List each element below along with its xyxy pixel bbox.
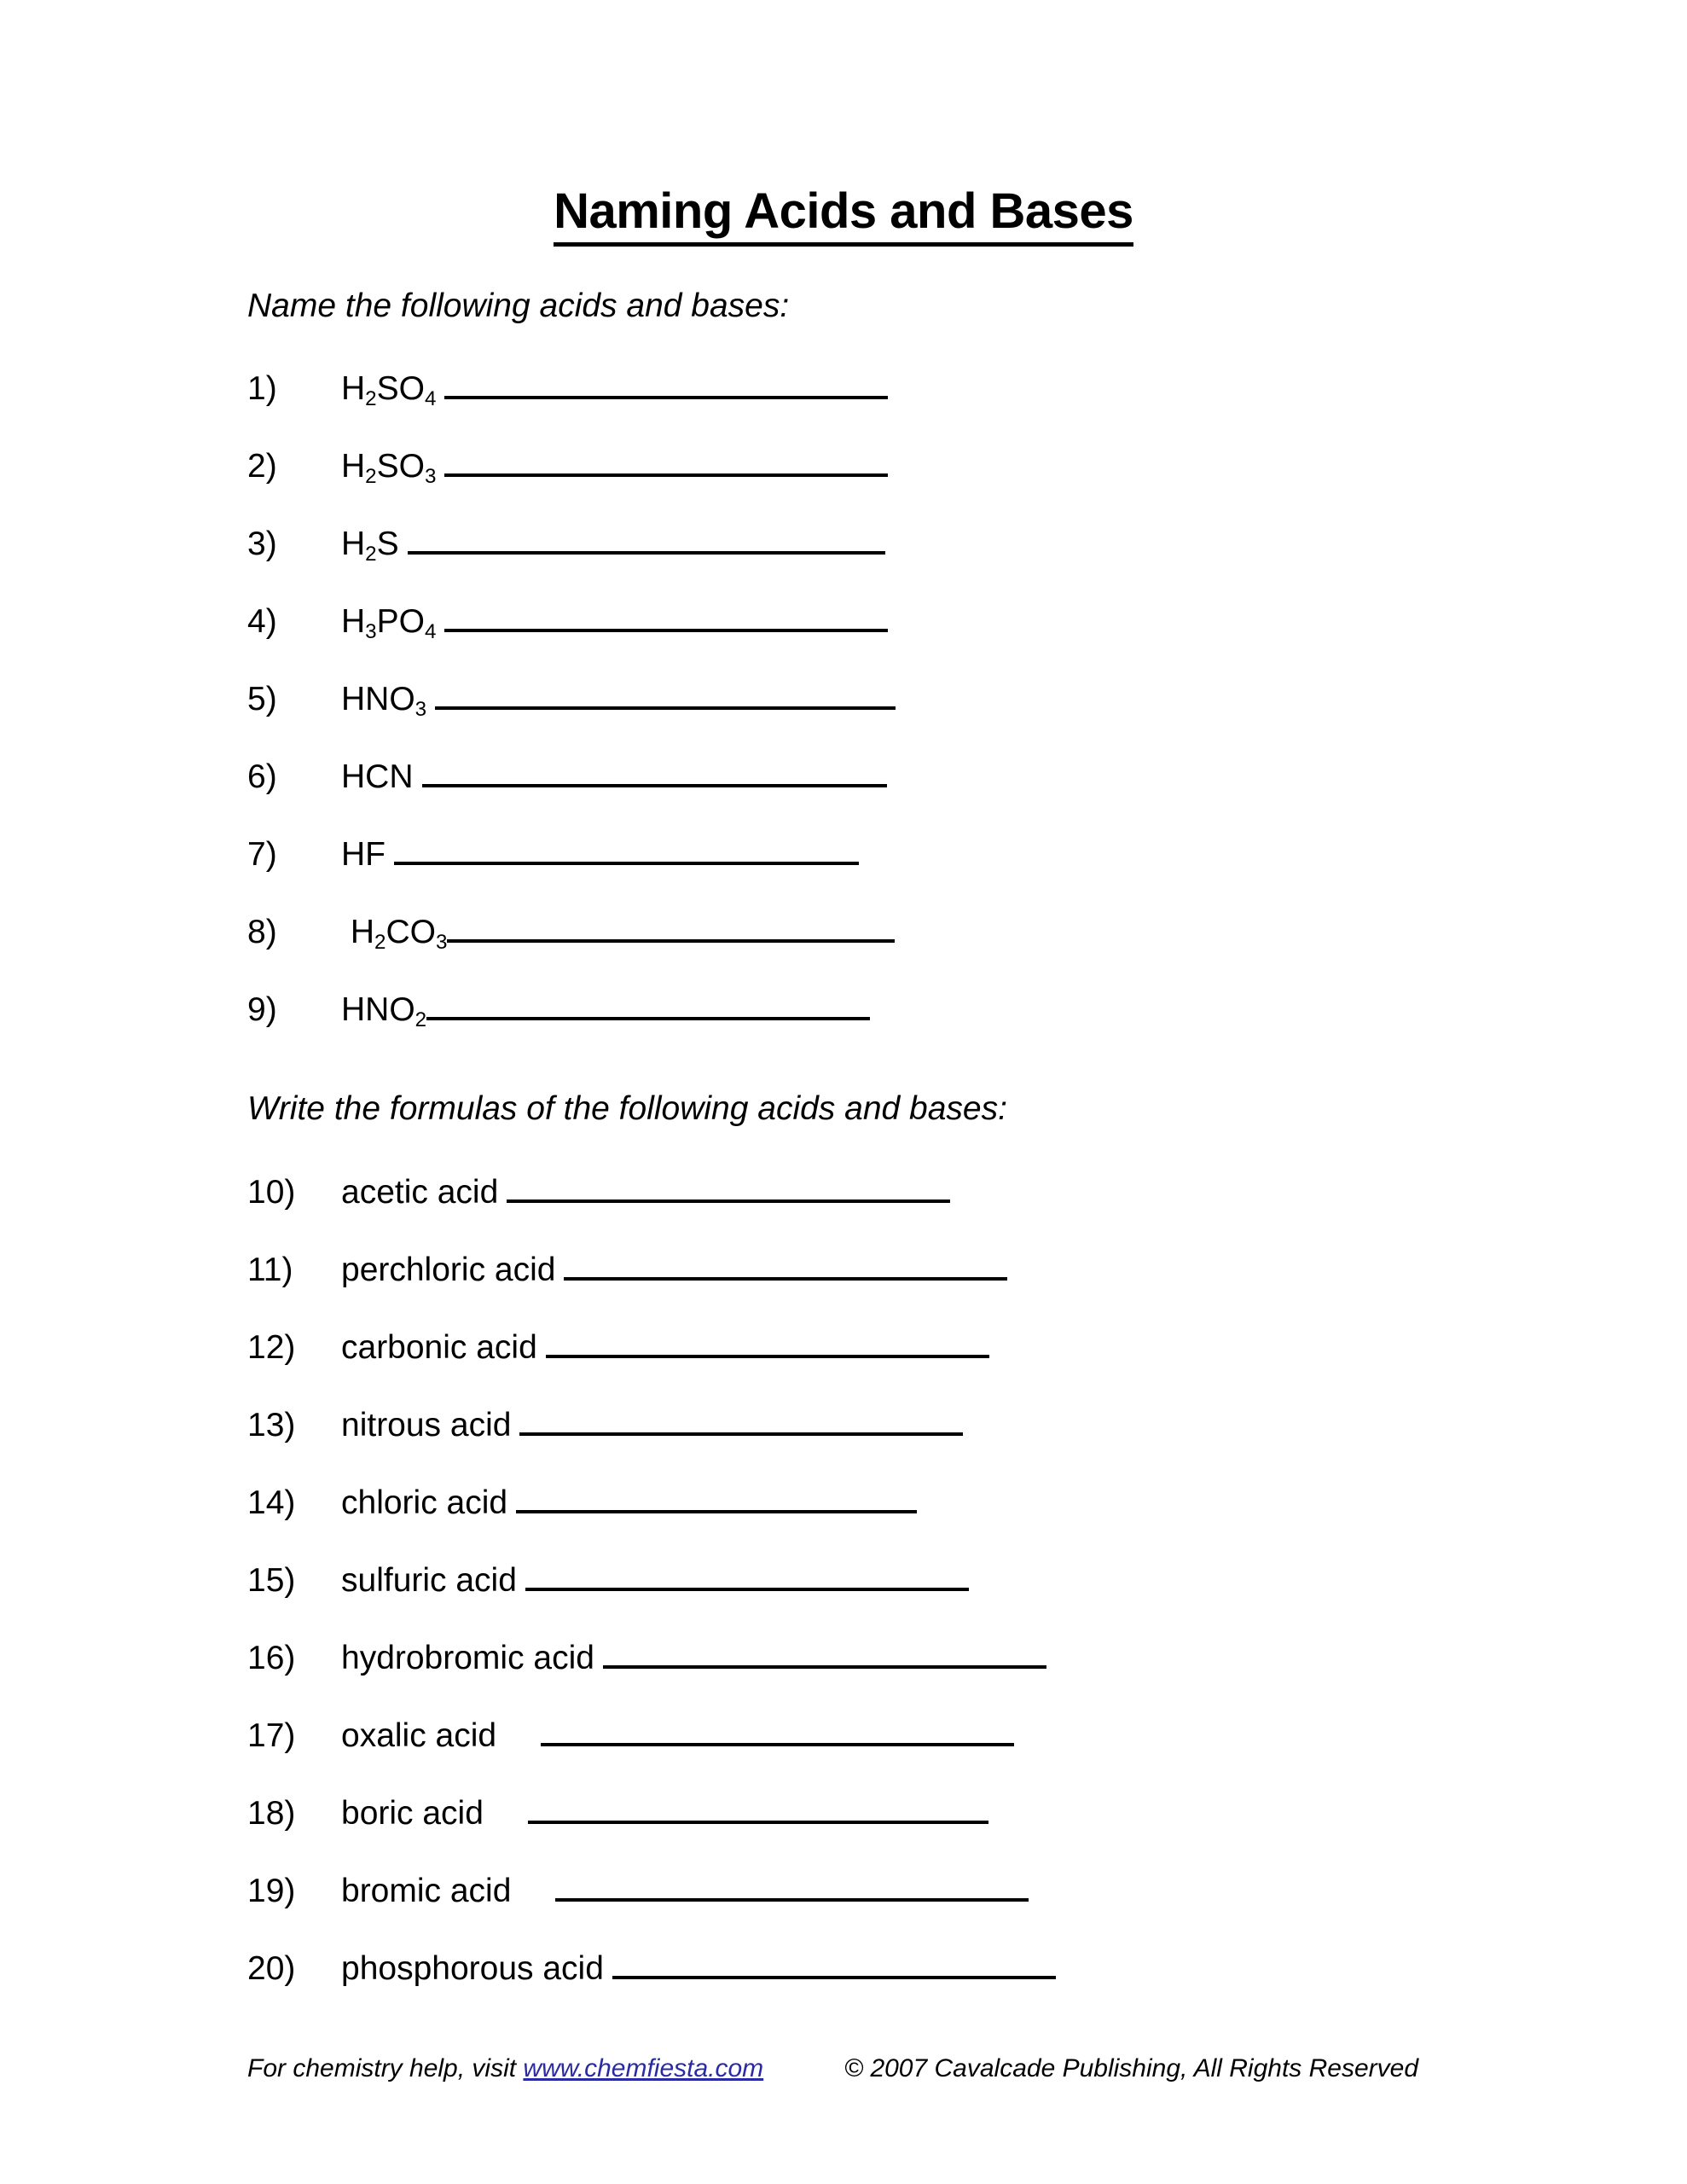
acid-name: boric acid	[341, 1795, 484, 1832]
question-number: 10)	[247, 1174, 296, 1211]
question-row	[247, 600, 888, 644]
question-row	[247, 1481, 917, 1525]
chemfiesta-link[interactable]: www.chemfiesta.com	[523, 2054, 764, 2082]
question-number: 16)	[247, 1640, 296, 1676]
acid-name: bromic acid	[341, 1873, 512, 1909]
question-number: 9)	[247, 991, 277, 1028]
section-two-instruction: Write the formulas of the following acids and bases:	[247, 1090, 1007, 1127]
question-row	[247, 522, 885, 566]
acid-name: nitrous acid	[341, 1407, 512, 1443]
question-number: 14)	[247, 1484, 296, 1521]
question-row	[247, 1636, 1046, 1681]
question-row	[247, 910, 895, 955]
answer-blank[interactable]	[435, 677, 896, 710]
answer-blank[interactable]	[612, 1947, 1056, 1979]
answer-blank[interactable]	[564, 1248, 1007, 1281]
question-number: 18)	[247, 1795, 296, 1832]
question-row	[247, 1947, 1056, 1991]
chemical-formula: $H_2CO_3$	[341, 914, 448, 954]
answer-blank[interactable]	[444, 367, 888, 399]
question-row	[247, 755, 887, 799]
chemical-formula: $HNO_3$	[341, 681, 427, 721]
question-number: 7)	[247, 836, 277, 873]
chemical-formula: $H_3PO_4$	[341, 603, 437, 643]
question-row	[247, 1559, 969, 1603]
acid-name: perchloric acid	[341, 1252, 556, 1288]
chemical-formula: $H_2S$	[341, 526, 399, 566]
question-number: 17)	[247, 1717, 296, 1754]
chemical-formula: $H_2SO_3$	[341, 448, 437, 488]
answer-blank[interactable]	[555, 1869, 1029, 1902]
question-number: 3)	[247, 526, 277, 562]
answer-blank[interactable]	[525, 1559, 969, 1591]
acid-name: sulfuric acid	[341, 1562, 517, 1599]
question-row	[247, 988, 870, 1032]
question-row	[247, 1403, 963, 1448]
chemical-formula: $HNO_2$	[341, 991, 427, 1031]
question-row	[247, 367, 888, 411]
answer-blank[interactable]	[394, 833, 859, 865]
footer-help-prefix: For chemistry help, visit	[247, 2054, 524, 2082]
question-number: 5)	[247, 681, 277, 717]
chemical-formula: HCN	[341, 758, 414, 795]
acid-name: chloric acid	[341, 1484, 508, 1521]
question-row	[247, 1792, 988, 1836]
answer-blank[interactable]	[426, 988, 870, 1020]
answer-blank[interactable]	[507, 1170, 950, 1203]
answer-blank[interactable]	[447, 910, 895, 943]
question-number: 20)	[247, 1950, 296, 1987]
question-number: 12)	[247, 1329, 296, 1366]
answer-blank[interactable]	[516, 1481, 917, 1513]
chemical-formula: $H_2SO_4$	[341, 370, 437, 410]
question-row	[247, 677, 896, 722]
answer-blank[interactable]	[422, 755, 887, 787]
question-row	[247, 1869, 1029, 1914]
question-number: 4)	[247, 603, 277, 640]
answer-blank[interactable]	[444, 600, 888, 632]
section-one-instruction: Name the following acids and bases:	[247, 288, 790, 324]
question-number: 11)	[247, 1252, 293, 1288]
question-number: 19)	[247, 1873, 296, 1909]
question-row	[247, 1326, 989, 1370]
acid-name: phosphorous acid	[341, 1950, 604, 1987]
acid-name: oxalic acid	[341, 1717, 497, 1754]
question-number: 15)	[247, 1562, 296, 1599]
answer-blank[interactable]	[519, 1403, 963, 1436]
page-title-container	[0, 183, 1687, 247]
acid-name: carbonic acid	[341, 1329, 537, 1366]
acid-name: acetic acid	[341, 1174, 499, 1211]
answer-blank[interactable]	[541, 1714, 1014, 1746]
question-row	[247, 444, 888, 489]
answer-blank[interactable]	[408, 522, 885, 555]
footer-copyright: © 2007 Cavalcade Publishing, All Rights Reserved	[844, 2054, 1419, 2082]
answer-blank[interactable]	[528, 1792, 988, 1824]
question-row	[247, 1714, 1014, 1758]
answer-blank[interactable]	[444, 444, 888, 477]
question-number: 2)	[247, 448, 277, 485]
chemical-formula: HF	[341, 836, 386, 873]
question-number: 8)	[247, 914, 277, 950]
acid-name: hydrobromic acid	[341, 1640, 594, 1676]
answer-blank[interactable]	[603, 1636, 1046, 1669]
question-row	[247, 1170, 950, 1215]
question-number: 1)	[247, 370, 277, 407]
question-number: 6)	[247, 758, 277, 795]
page-title: Naming Acids and Bases	[554, 186, 1133, 247]
answer-blank[interactable]	[546, 1326, 989, 1358]
question-number: 13)	[247, 1407, 296, 1443]
footer-help-text	[247, 2054, 763, 2083]
question-row	[247, 1248, 1007, 1292]
question-row	[247, 833, 859, 877]
